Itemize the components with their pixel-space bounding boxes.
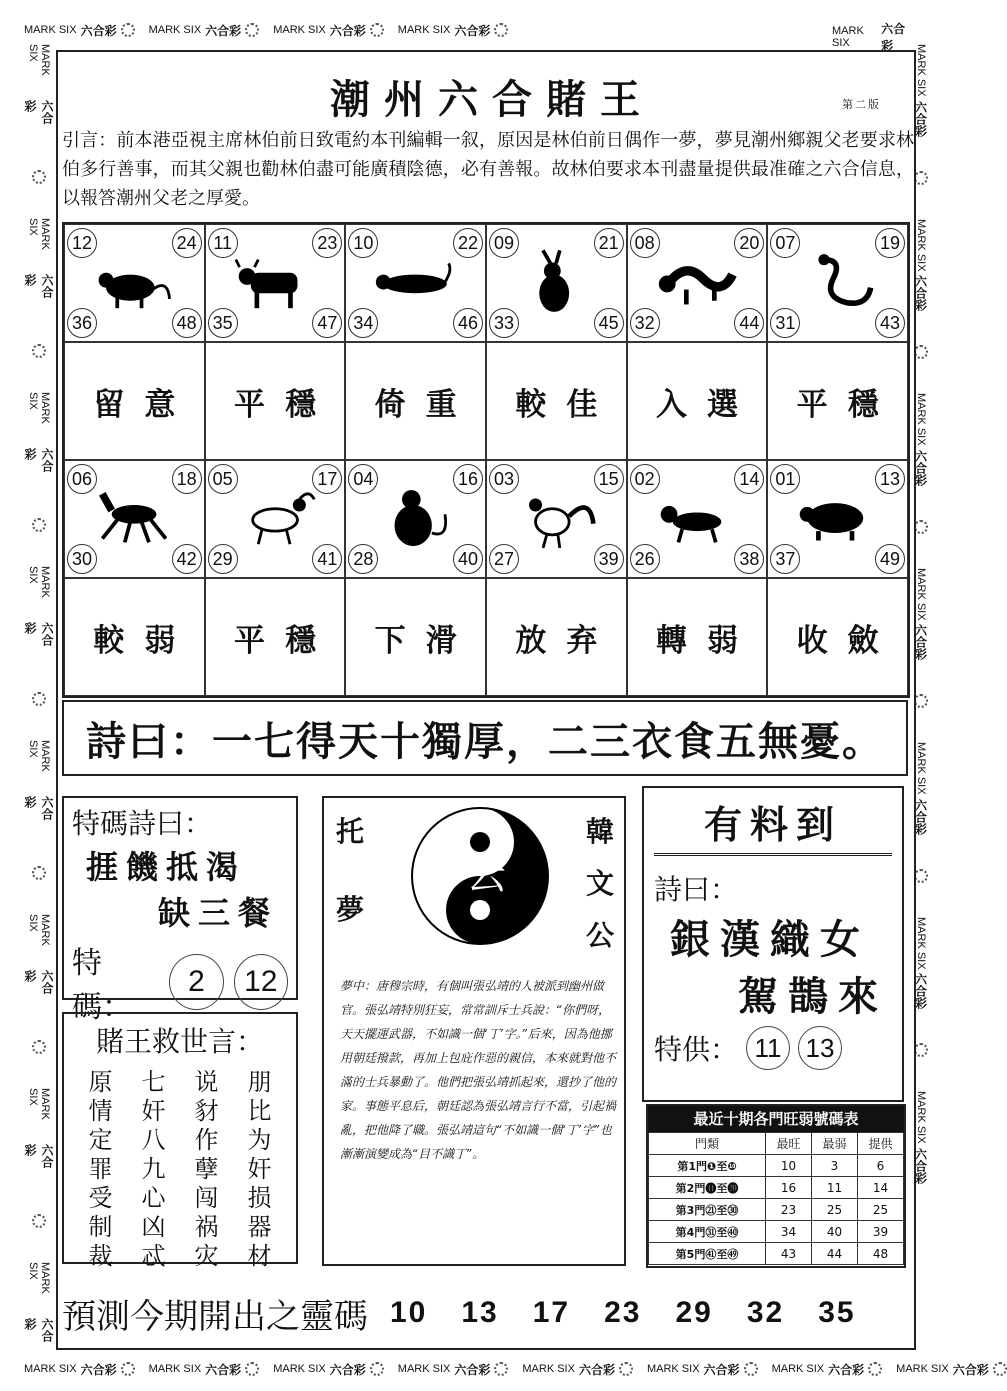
brand-mark: MARK SIX 六合彩 [832, 22, 906, 53]
zodiac-number: 37 [770, 544, 800, 574]
flower-icon [744, 1362, 758, 1376]
flower-icon [914, 171, 928, 185]
table-header: 最旺 [766, 1133, 812, 1155]
tiger-icon [374, 247, 458, 319]
dream-right-char: 文 [585, 867, 614, 900]
zodiac-number: 20 [734, 228, 764, 258]
king-words-char: 裁 [88, 1242, 113, 1270]
dream-right-label [586, 810, 614, 954]
dream-right-char: 公 [585, 919, 614, 952]
zodiac-number: 33 [489, 308, 519, 338]
flower-icon [993, 1362, 1007, 1376]
top-right-brand [832, 22, 912, 53]
zodiac-number: 26 [630, 544, 660, 574]
brand-mark: MARK SIX 六合彩 [522, 1361, 633, 1378]
table-header: 最弱 [812, 1133, 858, 1155]
table-cell-offer: 48 [857, 1243, 903, 1265]
brand-mark: MARK SIX 六合彩 [23, 739, 54, 821]
zodiac-cell [64, 224, 205, 342]
zodiac-number: 24 [172, 228, 202, 258]
dream-right-char: 韓 [585, 815, 614, 848]
king-words-char: 定 [88, 1126, 113, 1154]
zodiac-number: 06 [67, 464, 97, 494]
brand-mark: MARK SIX 六合彩 [398, 1361, 509, 1378]
prediction-numbers [390, 1296, 856, 1330]
brand-mark: MARK SIX 六合彩 [23, 565, 54, 647]
zodiac-number: 30 [67, 544, 97, 574]
special-code-number: 12 [234, 954, 288, 1010]
svg-text:云: 云 [466, 852, 506, 898]
prediction-number: 35 [818, 1296, 856, 1329]
left-brand-strip [23, 44, 54, 1354]
zodiac-number: 43 [875, 308, 905, 338]
king-words-char: 作 [194, 1126, 219, 1154]
king-words-char: 器 [247, 1213, 272, 1241]
zodiac-number: 32 [630, 308, 660, 338]
zodiac-grid [62, 222, 910, 698]
brand-mark: MARK SIX 六合彩 [23, 1261, 54, 1343]
flower-icon [914, 869, 928, 883]
brand-mark: MARK SIX 六合彩 [149, 1361, 260, 1378]
zodiac-number: 44 [734, 308, 764, 338]
goods-heading: 詩曰： [654, 873, 739, 906]
zodiac-number: 19 [875, 228, 905, 258]
table-row [649, 1221, 904, 1243]
zodiac-number: 48 [172, 308, 202, 338]
table-row [649, 1155, 904, 1177]
brand-mark: MARK SIX 六合彩 [772, 1361, 883, 1378]
zodiac-number: 11 [208, 228, 238, 258]
brand-mark: MARK SIX 六合彩 [913, 44, 928, 137]
dream-story: 夢中：唐穆宗時，有個叫張弘靖的人被派到幽州做官。張弘靖特別狂妄，常常訓斥士兵說：“你們呀，天天擺運武器，不如識一個‘丁’字。”后來，因為他挪用朝廷撥款，再加上包庇作惡的親信，本來就對他不滿的士兵暴動了。他們把張弘靖抓起來，還抄了他的家。事態平息后，朝廷認為張弘靖言行不當，引起禍亂，把他降了職。張弘靖這句“不如識一個‘丁’字”也漸漸演變成為“目不識丁”。 [340, 979, 617, 1161]
top-brand-strip [24, 16, 504, 44]
zodiac-cell [64, 460, 205, 578]
brand-mark: MARK SIX 六合彩 [913, 567, 928, 661]
flower-icon [32, 866, 46, 880]
flower-icon [121, 1362, 135, 1376]
flower-icon [619, 1362, 633, 1376]
king-words-char: 制 [88, 1213, 113, 1241]
zodiac-phrase: 平穩 [767, 342, 908, 460]
dream-left-char: 夢 [336, 893, 365, 926]
brand-mark: MARK SIX 六合彩 [273, 22, 384, 39]
flower-icon [914, 345, 928, 359]
table-row [649, 1177, 904, 1199]
king-words-char: 凶 [141, 1213, 166, 1241]
special-code-number: 2 [169, 954, 223, 1010]
flower-icon [245, 23, 259, 37]
special-poem-line1: 捱饑抵渴 [86, 848, 247, 886]
king-words-title: 賭王救世言： [95, 1025, 264, 1058]
table-cell-cold: 11 [812, 1177, 858, 1199]
king-words-char: 情 [88, 1097, 113, 1125]
zodiac-cell [627, 224, 768, 342]
flower-icon [914, 694, 928, 708]
special-code-label: 特碼： [72, 946, 132, 1025]
zodiac-number: 39 [594, 544, 624, 574]
dragon-icon [656, 247, 740, 319]
rooster-icon [515, 483, 599, 555]
goods-special-number: 11 [746, 1026, 790, 1070]
table-cell-gate: 第2門⓫至⓴ [649, 1177, 766, 1199]
flower-icon [32, 1040, 46, 1054]
main-poem: 詩曰：一七得天十獨厚，二三衣食五無憂。 [62, 700, 908, 776]
brand-mark: MARK SIX 六合彩 [23, 391, 54, 473]
special-code-box [62, 796, 298, 1025]
table-cell-hot: 43 [766, 1243, 812, 1265]
dog-icon [656, 483, 740, 555]
brand-mark: MARK SIX 六合彩 [149, 22, 260, 39]
zodiac-cell [627, 460, 768, 578]
rat-icon [93, 247, 177, 319]
goods-line1: 銀漢織女 [670, 917, 870, 963]
king-words-columns [74, 1068, 286, 1271]
zodiac-number: 07 [770, 228, 800, 258]
zodiac-number: 04 [348, 464, 378, 494]
flower-icon [32, 170, 46, 184]
zodiac-cell [767, 460, 908, 578]
zodiac-number: 21 [594, 228, 624, 258]
goods-special-label: 特供： [654, 1033, 739, 1066]
goods-box [642, 786, 904, 1102]
table-cell-gate: 第1門❶至❿ [649, 1155, 766, 1177]
king-words-char: 灾 [194, 1242, 219, 1270]
zodiac-number: 46 [453, 308, 483, 338]
rabbit-icon [515, 247, 599, 319]
zodiac-cell [486, 460, 627, 578]
goods-line2: 駕鵲來 [738, 974, 888, 1020]
zodiac-number: 31 [770, 308, 800, 338]
table-cell-hot: 16 [766, 1177, 812, 1199]
zodiac-number: 38 [734, 544, 764, 574]
king-words-char: 七 [141, 1068, 166, 1096]
snake-icon [796, 247, 880, 319]
table-cell-offer: 14 [857, 1177, 903, 1199]
gate-table-box [646, 1104, 906, 1268]
table-cell-cold: 25 [812, 1199, 858, 1221]
zodiac-phrase: 放弃 [486, 578, 627, 696]
flower-icon [32, 692, 46, 706]
brand-mark: MARK SIX 六合彩 [23, 44, 54, 125]
zodiac-number: 18 [172, 464, 202, 494]
pig-icon [796, 483, 880, 555]
zodiac-phrase: 收斂 [767, 578, 908, 696]
zodiac-phrase: 平穩 [205, 342, 346, 460]
zodiac-number: 05 [208, 464, 238, 494]
zodiac-number: 23 [312, 228, 342, 258]
zodiac-number: 02 [630, 464, 660, 494]
king-words-char: 祸 [194, 1213, 219, 1241]
king-words-char: 朋 [247, 1068, 272, 1096]
table-cell-hot: 23 [766, 1199, 812, 1221]
prediction-number: 13 [461, 1296, 499, 1329]
brand-mark: MARK SIX 六合彩 [273, 1361, 384, 1378]
king-words-char: 损 [247, 1184, 272, 1212]
zodiac-cell [205, 460, 346, 578]
brand-mark: MARK SIX 六合彩 [23, 217, 54, 299]
zodiac-number: 41 [312, 544, 342, 574]
zodiac-number: 22 [453, 228, 483, 258]
zodiac-number: 15 [594, 464, 624, 494]
table-row [649, 1243, 904, 1265]
zodiac-cell [345, 460, 486, 578]
brand-mark: MARK SIX 六合彩 [913, 742, 928, 835]
table-cell-offer: 39 [857, 1221, 903, 1243]
intro-paragraph: 引言：前本港亞視主席林伯前日致電約本刊編輯一叙，原因是林伯前日偶作一夢，夢見潮州鄉親父老要求林伯多行善事，而其父親也勸林伯盡可能廣積陰德，必有善報。故林伯要求本刊盡量提供最准確之六合信息，以報答潮州父老之厚愛。 [62, 130, 914, 209]
flower-icon [32, 1214, 46, 1228]
zodiac-cell [767, 224, 908, 342]
zodiac-number: 17 [312, 464, 342, 494]
brand-mark: MARK SIX 六合彩 [896, 1361, 1007, 1378]
table-cell-offer: 25 [857, 1199, 903, 1221]
flower-icon [245, 1362, 259, 1376]
king-words-char: 奸 [141, 1097, 166, 1125]
dream-left-char: 托 [336, 815, 365, 848]
king-words-column [142, 1068, 166, 1271]
flower-icon [370, 1362, 384, 1376]
special-poem-line2: 缺三餐 [158, 894, 279, 932]
zodiac-number: 10 [348, 228, 378, 258]
king-words-column [248, 1068, 272, 1271]
prediction-number: 29 [675, 1296, 713, 1329]
zodiac-phrase: 倚重 [345, 342, 486, 460]
zodiac-number: 03 [489, 464, 519, 494]
king-words-char: 忒 [141, 1242, 166, 1270]
zodiac-phrase: 較佳 [486, 342, 627, 460]
flower-icon [868, 1362, 882, 1376]
table-cell-hot: 34 [766, 1221, 812, 1243]
brand-mark: MARK SIX 六合彩 [913, 1091, 928, 1185]
king-words-char: 罪 [88, 1155, 113, 1183]
zodiac-number: 47 [312, 308, 342, 338]
dream-box [322, 796, 626, 1266]
bottom-brand-strip [24, 1355, 989, 1383]
king-words-char: 心 [141, 1184, 166, 1212]
king-words-char: 说 [194, 1068, 219, 1096]
goods-special-number: 13 [798, 1026, 842, 1070]
edition-label: 第二版 [842, 98, 881, 111]
goat-icon [234, 483, 318, 555]
king-words-char: 奸 [247, 1155, 272, 1183]
flower-icon [914, 1043, 928, 1057]
king-words-char: 受 [88, 1184, 113, 1212]
prediction-label: 預測今期開出之靈碼 [62, 1296, 368, 1337]
zodiac-cell [486, 224, 627, 342]
table-cell-gate: 第5門㊶至㊾ [649, 1243, 766, 1265]
flower-icon [32, 518, 46, 532]
zodiac-number: 34 [348, 308, 378, 338]
king-words-char: 材 [247, 1242, 272, 1270]
goods-special-row [654, 1026, 892, 1070]
zodiac-number: 35 [208, 308, 238, 338]
brand-mark: MARK SIX 六合彩 [24, 1361, 135, 1378]
zodiac-number: 28 [348, 544, 378, 574]
brand-mark: MARK SIX 六合彩 [23, 1087, 54, 1169]
zodiac-phrase: 入選 [627, 342, 768, 460]
table-cell-gate: 第4門㉛至㊵ [649, 1221, 766, 1243]
king-words-char: 孽 [194, 1155, 219, 1183]
special-poem-heading: 特碼詩曰： [72, 807, 213, 840]
king-words-char: 八 [141, 1126, 166, 1154]
zodiac-phrase: 較弱 [64, 578, 205, 696]
prediction-number: 32 [746, 1296, 785, 1329]
zodiac-phrase: 留意 [64, 342, 205, 460]
flower-icon [121, 23, 135, 37]
brand-mark: MARK SIX 六合彩 [913, 916, 928, 1010]
prediction-number: 23 [604, 1296, 642, 1329]
brand-mark: MARK SIX 六合彩 [23, 913, 54, 995]
king-words-char: 原 [88, 1068, 113, 1096]
king-words-char: 豺 [194, 1097, 219, 1125]
zodiac-number: 13 [875, 464, 905, 494]
flower-icon [494, 1362, 508, 1376]
table-cell-cold: 44 [812, 1243, 858, 1265]
goods-title: 有料到 [654, 794, 892, 856]
brand-mark: MARK SIX 六合彩 [913, 218, 928, 312]
gate-table-title: 最近十期各門旺弱號碼表 [648, 1106, 904, 1132]
zodiac-number: 01 [770, 464, 800, 494]
monkey-icon [374, 483, 458, 555]
flower-icon [494, 23, 508, 37]
prediction-number: 17 [532, 1296, 571, 1329]
table-cell-offer: 6 [857, 1155, 903, 1177]
gate-table [648, 1132, 904, 1265]
brand-mark: MARK SIX 六合彩 [647, 1361, 758, 1378]
king-words-box [62, 1012, 298, 1270]
table-cell-gate: 第3門㉑至㉚ [649, 1199, 766, 1221]
zodiac-number: 12 [67, 228, 97, 258]
zodiac-number: 27 [489, 544, 519, 574]
zodiac-number: 42 [172, 544, 202, 574]
brand-mark: MARK SIX 六合彩 [24, 22, 135, 39]
zodiac-number: 29 [208, 544, 238, 574]
horse-icon [93, 483, 177, 555]
king-words-char: 九 [141, 1155, 166, 1183]
brand-mark: MARK SIX 六合彩 [398, 22, 509, 39]
zodiac-number: 14 [734, 464, 764, 494]
zodiac-phrase: 下滑 [345, 578, 486, 696]
flower-icon [370, 23, 384, 37]
page-title: 潮州六合賭王 [330, 76, 654, 123]
table-header-row [649, 1133, 904, 1155]
zodiac-number: 40 [453, 544, 483, 574]
zodiac-cell [345, 224, 486, 342]
zodiac-cell [205, 224, 346, 342]
dream-left-label [336, 810, 364, 928]
zodiac-number: 45 [594, 308, 624, 338]
zodiac-number: 36 [67, 308, 97, 338]
prediction-row [56, 1278, 916, 1348]
prediction-number: 10 [390, 1296, 428, 1329]
yin-yang-icon [410, 806, 550, 946]
zodiac-number: 16 [453, 464, 483, 494]
king-words-column [89, 1068, 113, 1271]
table-cell-cold: 3 [812, 1155, 858, 1177]
king-words-column [195, 1068, 219, 1271]
king-words-char: 为 [247, 1126, 272, 1154]
king-words-char: 闯 [194, 1184, 219, 1212]
zodiac-phrase: 轉弱 [627, 578, 768, 696]
zodiac-phrase: 平穩 [205, 578, 346, 696]
zodiac-number: 08 [630, 228, 660, 258]
king-words-char: 比 [247, 1097, 272, 1125]
zodiac-number: 09 [489, 228, 519, 258]
table-header: 門類 [649, 1133, 766, 1155]
table-cell-cold: 40 [812, 1221, 858, 1243]
ox-icon [234, 247, 318, 319]
brand-mark: MARK SIX 六合彩 [913, 393, 928, 486]
flower-icon [914, 520, 928, 534]
flower-icon [32, 344, 46, 358]
zodiac-number: 49 [875, 544, 905, 574]
table-header: 提供 [857, 1133, 903, 1155]
table-cell-hot: 10 [766, 1155, 812, 1177]
table-row [649, 1199, 904, 1221]
